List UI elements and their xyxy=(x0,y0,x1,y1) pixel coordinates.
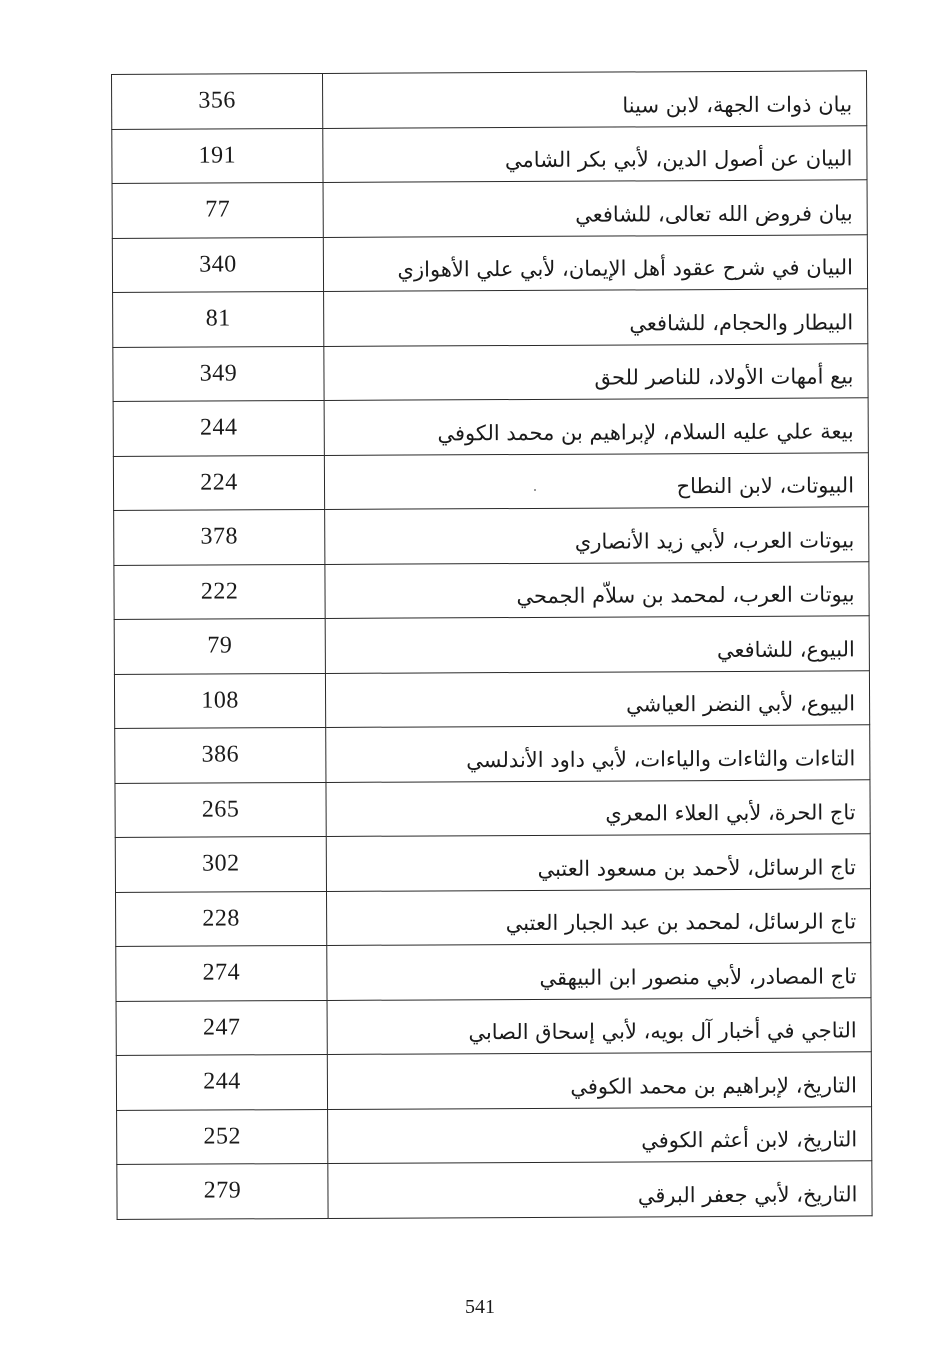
page-number: 541 xyxy=(465,1296,495,1318)
index-row xyxy=(114,561,869,619)
entry-title-cell xyxy=(326,888,870,945)
entry-title-cell xyxy=(325,561,869,618)
entry-page-number: 228 xyxy=(115,891,326,947)
entry-title: التاجي في أخبار آل بويه، لأبي إسحاق الصابي xyxy=(468,1018,857,1045)
index-table xyxy=(111,70,873,1219)
entry-title-cell xyxy=(328,1106,872,1163)
index-row xyxy=(115,779,870,837)
index-row xyxy=(115,725,870,783)
entry-title: تاج الرسائل، لمحمد بن عبد الجبار العتبي xyxy=(505,909,857,936)
entry-title: التاريخ، لابن أعثم الكوفي xyxy=(641,1127,858,1153)
entry-page-number: 79 xyxy=(114,618,325,674)
entry-title-cell xyxy=(327,997,871,1054)
index-row xyxy=(114,670,869,728)
entry-page-number: 77 xyxy=(112,182,323,238)
entry-title-cell xyxy=(326,834,870,891)
entry-title: التاريخ، لإبراهيم بن محمد الكوفي xyxy=(570,1073,858,1099)
index-row xyxy=(115,888,870,946)
entry-title: بيعة علي عليه السلام، لإبراهيم بن محمد الكوفي xyxy=(437,419,854,446)
entry-title: تاج المصادر، لأبي منصور ابن البيهقي xyxy=(539,964,857,990)
index-rows xyxy=(112,71,873,1219)
entry-title-cell xyxy=(327,943,871,1000)
index-row xyxy=(113,289,868,347)
index-row xyxy=(115,834,870,892)
index-row xyxy=(116,943,871,1001)
entry-page-number: 81 xyxy=(113,291,324,347)
entry-title: البيان عن أصول الدين، لأبي بكر الشامي xyxy=(504,146,853,173)
entry-page-number: 108 xyxy=(114,673,325,729)
entry-page-number: 247 xyxy=(116,1000,327,1056)
entry-title: البيوع، لأبي النضر العياشي xyxy=(626,691,856,717)
entry-title: البيوع، للشافعي xyxy=(716,637,855,662)
entry-page-number: 222 xyxy=(114,564,325,620)
entry-title: بيوتات العرب، لمحمد بن سلاّم الجمحي xyxy=(516,582,855,609)
entry-page-number: 265 xyxy=(115,782,326,838)
entry-title-cell xyxy=(324,398,868,455)
scan-speck xyxy=(534,489,536,491)
index-row xyxy=(112,125,867,183)
entry-title-cell xyxy=(324,343,868,400)
entry-title-cell xyxy=(323,180,867,237)
entry-title: بيان ذوات الجهة، لابن سينا xyxy=(622,92,853,118)
entry-page-number: 279 xyxy=(117,1163,328,1219)
index-row xyxy=(116,1052,871,1110)
entry-title-cell xyxy=(323,234,867,291)
entry-page-number: 340 xyxy=(112,237,323,293)
entry-page-number: 224 xyxy=(113,455,324,511)
entry-page-number: 356 xyxy=(112,73,323,129)
entry-title-cell xyxy=(328,1161,872,1218)
index-row xyxy=(113,398,868,456)
entry-page-number: 274 xyxy=(116,945,327,1001)
index-row xyxy=(112,234,867,292)
entry-title-cell xyxy=(325,670,869,727)
entry-page-number: 349 xyxy=(113,346,324,402)
entry-title-cell xyxy=(325,616,869,673)
index-row xyxy=(116,997,871,1055)
index-row xyxy=(114,616,869,674)
entry-page-number: 244 xyxy=(113,400,324,456)
entry-title-cell xyxy=(327,1052,871,1109)
entry-page-number: 386 xyxy=(115,727,326,783)
entry-title-cell xyxy=(326,779,870,836)
entry-title: بيوتات العرب، لأبي زيد الأنصاري xyxy=(574,528,855,554)
entry-title-cell xyxy=(324,452,868,509)
entry-page-number: 302 xyxy=(115,836,326,892)
entry-title: بيان فروض الله تعالى، للشافعي xyxy=(575,201,853,227)
entry-title: البيطار والحجام، للشافعي xyxy=(629,310,854,336)
entry-page-number: 244 xyxy=(116,1054,327,1110)
entry-title-cell xyxy=(323,125,867,182)
entry-page-number: 191 xyxy=(112,128,323,184)
entry-page-number: 252 xyxy=(117,1109,328,1165)
index-row xyxy=(112,180,867,238)
entry-title: التاريخ، لأبي جعفر البرقي xyxy=(637,1182,858,1208)
entry-title: تاج الرسائل، لأحمد بن مسعود العتبي xyxy=(537,855,856,881)
index-row xyxy=(114,507,869,565)
entry-title: البيوتات، لابن النطاح xyxy=(676,473,855,499)
index-row xyxy=(117,1161,872,1219)
entry-title-cell xyxy=(324,289,868,346)
entry-title-cell xyxy=(322,71,866,128)
index-row xyxy=(113,452,868,510)
entry-title: بيع أمهات الأولاد، للناصر للحق xyxy=(594,364,854,390)
entry-title: تاج الحرة، لأبي العلاء المعري xyxy=(605,800,856,826)
entry-title-cell xyxy=(325,507,869,564)
index-row xyxy=(113,343,868,401)
entry-title: البيان في شرح عقود أهل الإيمان، لأبي علي الأهوازي xyxy=(397,255,854,282)
index-row xyxy=(112,71,867,129)
index-row xyxy=(117,1106,872,1164)
entry-page-number: 378 xyxy=(114,509,325,565)
entry-title: التاءات والثاءات والياءات، لأبي داود الأندلسي xyxy=(466,746,856,773)
entry-title-cell xyxy=(326,725,870,782)
